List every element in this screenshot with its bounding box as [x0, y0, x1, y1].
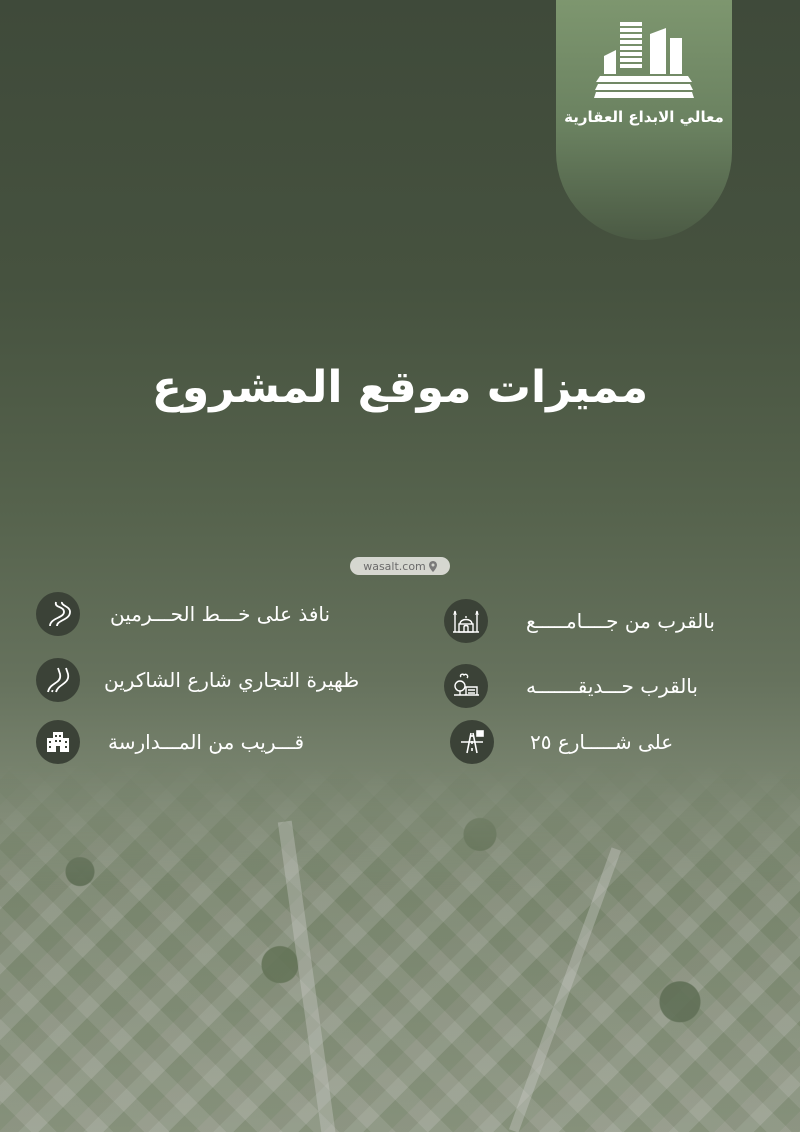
page-title: مميزات موقع المشروع [151, 362, 649, 413]
feature-item [36, 592, 330, 636]
watermark-text: wasalt.com [363, 559, 426, 573]
feature-item [444, 599, 715, 643]
mosque-icon [444, 599, 488, 643]
brand-name: معالي الابداع العقارية [564, 108, 724, 126]
school-building-icon [36, 720, 80, 764]
feature-label: بالقرب من جــــامـــــع [526, 609, 715, 633]
logo-tab [556, 0, 732, 240]
feature-item [444, 664, 698, 708]
highway-icon [450, 720, 494, 764]
feature-item [36, 658, 359, 702]
watermark-badge [350, 557, 450, 575]
feature-label: بالقرب حـــديقـــــــه [526, 674, 698, 698]
aerial-neighborhood-photo [0, 760, 800, 1132]
feature-label: قـــريب من المـــدارسة [108, 730, 305, 754]
feature-item [450, 720, 673, 764]
feature-label: على شـــــارع ٢٥ [530, 730, 674, 754]
winding-road-icon [36, 592, 80, 636]
feature-label: ظهيرة التجاري شارع الشاكرين [104, 668, 360, 692]
curved-road-icon [36, 658, 80, 702]
park-icon [444, 664, 488, 708]
buildings-logo-icon [594, 20, 694, 100]
feature-item [36, 720, 304, 764]
location-pin-icon [429, 561, 437, 572]
feature-label: نافذ على خـــط الحـــرمين [110, 602, 331, 626]
